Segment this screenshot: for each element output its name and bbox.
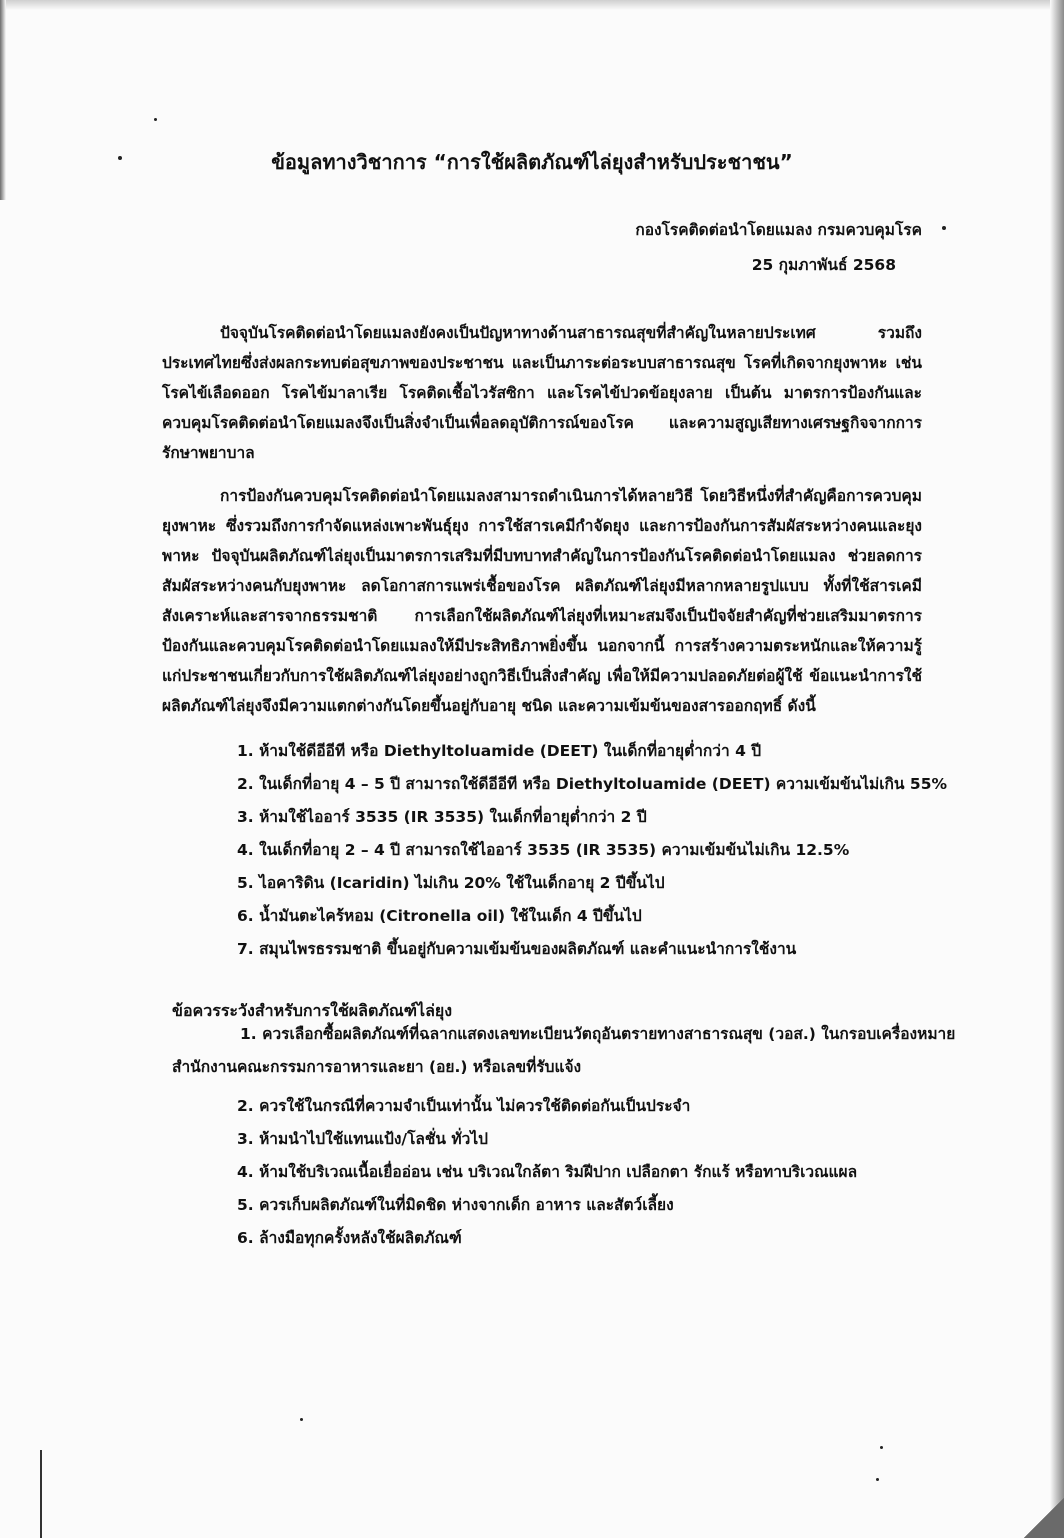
scan-speck xyxy=(300,1418,303,1421)
list-item: 3. ห้ามนำไปใช้แทนแป้ง/โลชั่น ทั่วไป xyxy=(237,1130,488,1148)
list-item: 6. ล้างมือทุกครั้งหลังใช้ผลิตภัณฑ์ xyxy=(237,1229,462,1247)
page-title: ข้อมูลทางวิชาการ “การใช้ผลิตภัณฑ์ไล่ยุงสำหรับประชาชน” xyxy=(271,150,793,174)
scan-speck xyxy=(876,1478,879,1481)
page-top-edge xyxy=(0,0,1064,10)
document-date: 25 กุมภาพันธ์ 2568 xyxy=(751,256,896,274)
department-name: กองโรคติดต่อนำโดยแมลง กรมควบคุมโรค xyxy=(635,221,922,239)
scan-speck xyxy=(880,1446,883,1449)
list-item: 6. น้ำมันตะไคร้หอม (Citronella oil) ใช้ในเด็ก 4 ปีขึ้นไป xyxy=(237,907,642,925)
cautions-list xyxy=(237,1090,857,1255)
page-corner-shadow xyxy=(1024,1498,1064,1538)
page-right-edge xyxy=(1050,0,1064,1538)
list-item: 3. ห้ามใช้ไออาร์ 3535 (IR 3535) ในเด็กที่อายุต่ำกว่า 2 ปี xyxy=(237,808,647,826)
caution-first-item: 1. ควรเลือกซื้อผลิตภัณฑ์ที่ฉลากแสดงเลขทะเบียนวัตถุอันตรายทางสาธารณสุข (วอส.) ในกรอบเครื่องหมายสำนักงานคณะกรรมการอาหารและยา (อย.) หรือเลขที่รับแจ้ง xyxy=(172,1025,956,1076)
scan-artifact-line xyxy=(40,1450,42,1538)
list-item: 1. ห้ามใช้ดีอีอีที หรือ Diethyltoluamide (DEET) ในเด็กที่อายุต่ำกว่า 4 ปี xyxy=(237,742,762,760)
prevention-paragraph: การป้องกันควบคุมโรคติดต่อนำโดยแมลงสามารถดำเนินการได้หลายวิธี โดยวิธีหนึ่งที่สำคัญคือการควบคุมยุงพาหะ ซึ่งรวมถึงการกำจัดแหล่งเพาะพันธุ์ยุง การใช้สารเคมีกำจัดยุง และการป้องกันการสัมผัสระหว่างคนและยุงพาหะ ปัจจุบันผลิตภัณฑ์ไล่ยุงเป็นมาตรการเสริมที่มีบทบาทสำคัญในการป้องกันโรคติดต่อนำโดยแมลง ช่วยลดการสัมผัสระหว่างคนกับยุงพาหะ ลดโอกาสการแพร่เชื้อของโรค ผลิตภัณฑ์ไล่ยุงมีหลากหลายรูปแบบ ทั้งที่ใช้สารเคมีสังเคราะห์และสารจากธรรมชาติ การเลือกใช้ผลิตภัณฑ์ไล่ยุงที่เหมาะสมจึงเป็นปัจจัยสำคัญที่ช่วยเสริมมาตรการป้องกันและควบคุมโรคติดต่อนำโดยแมลงให้มีประสิทธิภาพยิ่งขึ้น นอกจากนี้ การสร้างความตระหนักและให้ความรู้แก่ประชาชนเกี่ยวกับการใช้ผลิตภัณฑ์ไล่ยุงอย่างถูกวิธีเป็นสิ่งสำคัญ เพื่อให้มีความปลอดภัยต่อผู้ใช้ ข้อแนะนำการใช้ผลิตภัณฑ์ไล่ยุงจึงมีความแตกต่างกันโดยขึ้นอยู่กับอายุ ชนิด และความเข้มข้นของสารออกฤทธิ์ ดังนี้ xyxy=(162,487,922,715)
scan-speck xyxy=(154,118,157,121)
list-item: 2. ในเด็กที่อายุ 4 – 5 ปี สามารถใช้ดีอีอีที หรือ Diethyltoluamide (DEET) ความเข้มข้นไม่เกิน 55% xyxy=(237,775,948,793)
list-item: 4. ห้ามใช้บริเวณเนื้อเยื่ออ่อน เช่น บริเวณใกล้ตา ริมฝีปาก เปลือกตา รักแร้ หรือทาบริเวณแผล xyxy=(237,1163,858,1181)
list-item: 7. สมุนไพรธรรมชาติ ขึ้นอยู่กับความเข้มข้นของผลิตภัณฑ์ และคำแนะนำการใช้งาน xyxy=(237,940,797,958)
recommendations-list xyxy=(237,735,947,966)
list-item: 2. ควรใช้ในกรณีที่ความจำเป็นเท่านั้น ไม่ควรใช้ติดต่อกันเป็นประจำ xyxy=(237,1097,691,1115)
intro-paragraph: ปัจจุบันโรคติดต่อนำโดยแมลงยังคงเป็นปัญหาทางด้านสาธารณสุขที่สำคัญในหลายประเทศ รวมถึงประเทศไทยซึ่งส่งผลกระทบต่อสุขภาพของประชาชน และเป็นภาระต่อระบบสาธารณสุข โรคที่เกิดจากยุงพาหะ เช่น โรคไข้เลือดออก โรคไข้มาลาเรีย โรคติดเชื้อไวรัสซิกา และโรคไข้ปวดข้อยุงลาย เป็นต้น มาตรการป้องกันและควบคุมโรคติดต่อนำโดยแมลงจึงเป็นสิ่งจำเป็นเพื่อลดอุบัติการณ์ของโรค และความสูญเสียทางเศรษฐกิจจากการรักษาพยาบาล xyxy=(162,324,922,462)
cautions-heading: ข้อควรระวังสำหรับการใช้ผลิตภัณฑ์ไล่ยุง xyxy=(172,1001,453,1020)
list-item: 4. ในเด็กที่อายุ 2 – 4 ปี สามารถใช้ไออาร์ 3535 (IR 3535) ความเข้มข้นไม่เกิน 12.5% xyxy=(237,841,850,859)
list-item: 5. ไอคาริดิน (Icaridin) ไม่เกิน 20% ใช้ในเด็กอายุ 2 ปีขึ้นไป xyxy=(237,874,665,892)
list-item: 5. ควรเก็บผลิตภัณฑ์ในที่มิดชิด ห่างจากเด็ก อาหาร และสัตว์เลี้ยง xyxy=(237,1196,674,1214)
scan-speck xyxy=(942,226,946,230)
